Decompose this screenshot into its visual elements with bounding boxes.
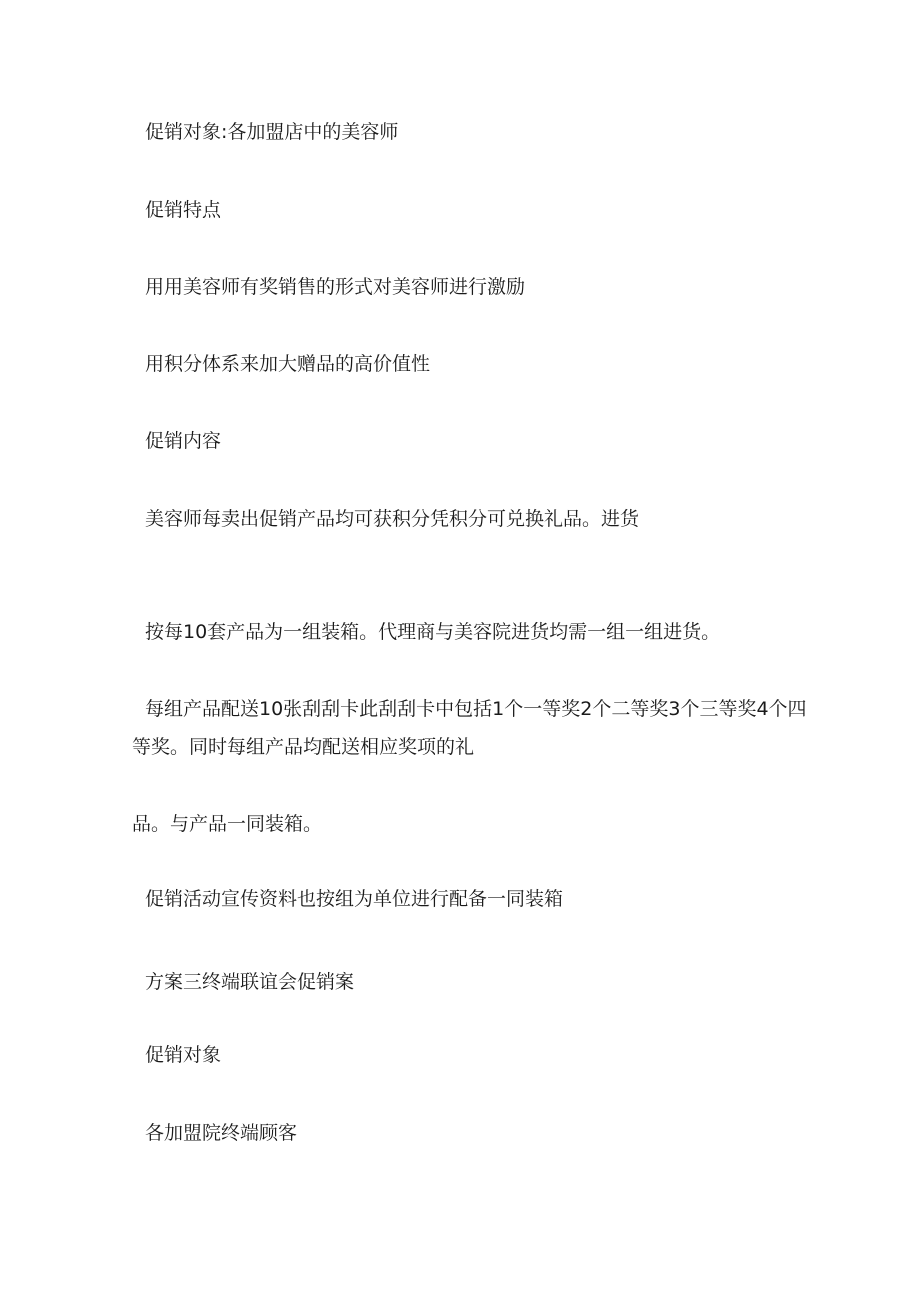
heading-promo-features: 促销特点 <box>145 199 222 221</box>
heading-promo-target-2: 促销对象 <box>145 1044 222 1066</box>
paragraph-promo-target-2: 各加盟院终端顾客 <box>145 1122 298 1144</box>
paragraph-content-1: 美容师每卖出促销产品均可获积分凭积分可兑换礼品。进货 <box>145 508 640 530</box>
paragraph-content-2: 按每10套产品为一组装箱。代理商与美容院进货均需一组一组进货。 <box>145 621 721 643</box>
paragraph-promo-target: 促销对象:各加盟店中的美容师 <box>145 121 399 143</box>
paragraph-feature-1: 用用美容师有奖销售的形式对美容师进行激励 <box>145 276 526 298</box>
paragraph-content-4: 促销活动宣传资料也按组为单位进行配备一同装箱 <box>145 888 564 910</box>
heading-promo-content: 促销内容 <box>145 430 222 452</box>
paragraph-content-3-line-2: 等奖。同时每组产品均配送相应奖项的礼 <box>132 736 475 758</box>
paragraph-content-3-line-1: 每组产品配送10张刮刮卡此刮刮卡中包括1个一等奖2个二等奖3个三等奖4个四 <box>145 698 807 720</box>
paragraph-feature-2: 用积分体系来加大赠品的高价值性 <box>145 353 431 375</box>
paragraph-content-3-line-3: 品。与产品一同装箱。 <box>132 813 323 835</box>
heading-plan-three: 方案三终端联谊会促销案 <box>145 971 355 993</box>
